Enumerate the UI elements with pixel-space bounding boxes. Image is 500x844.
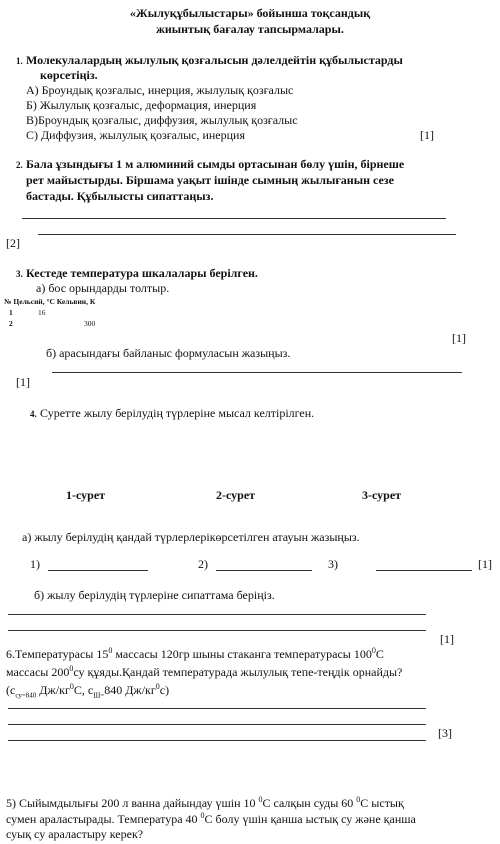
q3-part-b: б) арасындағы байланыс формуласын жазыңыз.: [46, 346, 291, 360]
page-subtitle: жиынтық бағалау тапсырмалары.: [156, 22, 344, 36]
q4-answer-line-1[interactable]: [8, 614, 426, 615]
q4-part-b: б) жылу берілудің түрлеріне сипаттама беріңіз.: [34, 588, 275, 602]
q4-mark-b: [1]: [440, 632, 454, 646]
q3-answer-line[interactable]: [52, 372, 462, 373]
q1-number: 1.: [16, 56, 23, 66]
q4-blank-2-label: 2): [198, 557, 208, 571]
q4-number: 4.: [30, 409, 37, 419]
q4-blank-1-label: 1): [30, 557, 40, 571]
q1-text-line2: көрсетіңіз.: [40, 68, 98, 82]
q1-option-v: В)Броундық қозғалыс, диффузия, жылулық қозғалыс: [26, 113, 298, 127]
q2-number: 2.: [16, 160, 23, 170]
q3-table-header: № Цельсий, °С Кельвин, К: [4, 297, 96, 306]
q4-mark-a: [1]: [478, 557, 492, 571]
q4-part-a: а) жылу берілудің қандай түрлерлерікөрсетілген атауын жазыңыз.: [22, 530, 360, 544]
q3-part-a: а) бос орындарды толтыр.: [36, 281, 170, 295]
q4-blank-2[interactable]: [216, 570, 312, 571]
q1-text-line1: Молекулалардың жылулық қозғалысын дәлелдейтін құбылыстарды: [26, 53, 403, 67]
q3-text: Кестеде температура шкалалары берілген.: [26, 266, 258, 280]
q3-number: 3.: [16, 269, 23, 279]
q6-text-line1: 6.Температурасы $15^0$ массасы 120гр шыны стаканга температурасы $100^0С$: [6, 646, 384, 661]
q2-mark: [2]: [6, 236, 20, 250]
q5-text-line2: сумен араластырады. Температура 40 $^0$С болу үшін қанша ыстық су және қанша: [6, 811, 416, 826]
q6-text-line3: ($с_{су=840}$ $Дж/кг^0С$, $с_{Ш=}840$ $Дж/кг^0с$): [6, 682, 170, 700]
q4-blank-3[interactable]: [376, 570, 472, 571]
q2-text-line1: Бала ұзындығы 1 м алюминий сымды ортасынан бөлу үшін, бірнеше: [26, 157, 405, 171]
q1-option-a: А) Броундық қозғалыс, инерция, жылулық қозғалыс: [26, 83, 294, 97]
q3-row1-celsius: 16: [38, 308, 46, 317]
q4-picture-1-caption: 1-сурет: [66, 488, 106, 502]
q1-option-c: С) Диффузия, жылулық қозғалыс, инерция: [26, 128, 245, 142]
q5-text-line1: 5) Сыйымдылығы 200 л ванна дайындау үшін 10 $^0$С салқын суды 60 $^0$С ыстық: [6, 795, 404, 810]
q3-row1-number: 1: [9, 308, 13, 317]
q3-row2-kelvin: 300: [84, 319, 96, 328]
page-title: «Жылуқұбылыстары» бойынша тоқсандық: [129, 6, 371, 20]
q1-mark: [1]: [420, 128, 434, 142]
q6-mark: [3]: [438, 726, 452, 740]
q6-answer-line-3[interactable]: [8, 740, 426, 741]
q2-text-line3: бастады. Құбылысты сипаттаңыз.: [26, 189, 214, 203]
q6-text-line2: массасы $200^0су$ құяды.Қандай температурада жылулық тепе-теңдік орнайды?: [6, 664, 403, 679]
q2-text-line2: рет майыстырды. Біршама уақыт ішінде сымның жылығанын сезе: [26, 173, 394, 187]
q3-mark-a: [1]: [452, 331, 466, 345]
q6-answer-line-2[interactable]: [8, 724, 426, 725]
q4-blank-1[interactable]: [48, 570, 148, 571]
q4-blank-3-label: 3): [328, 557, 338, 571]
q4-text: Суретте жылу берілудің түрлеріне мысал келтірілген.: [40, 406, 315, 420]
q3-mark-b: [1]: [16, 375, 30, 389]
q4-answer-line-2[interactable]: [8, 630, 426, 631]
q2-answer-line-2[interactable]: [38, 234, 456, 235]
q4-picture-3-caption: 3-сурет: [362, 488, 402, 502]
q5-text-line3: суық су араластыру керек?: [6, 827, 144, 841]
q6-answer-line-1[interactable]: [8, 708, 426, 709]
q1-option-b: Б) Жылулық қозғалыс, деформация, инерция: [26, 98, 257, 112]
q4-picture-2-caption: 2-сурет: [216, 488, 256, 502]
q3-row2-number: 2: [9, 319, 13, 328]
q2-answer-line-1[interactable]: [22, 218, 446, 219]
